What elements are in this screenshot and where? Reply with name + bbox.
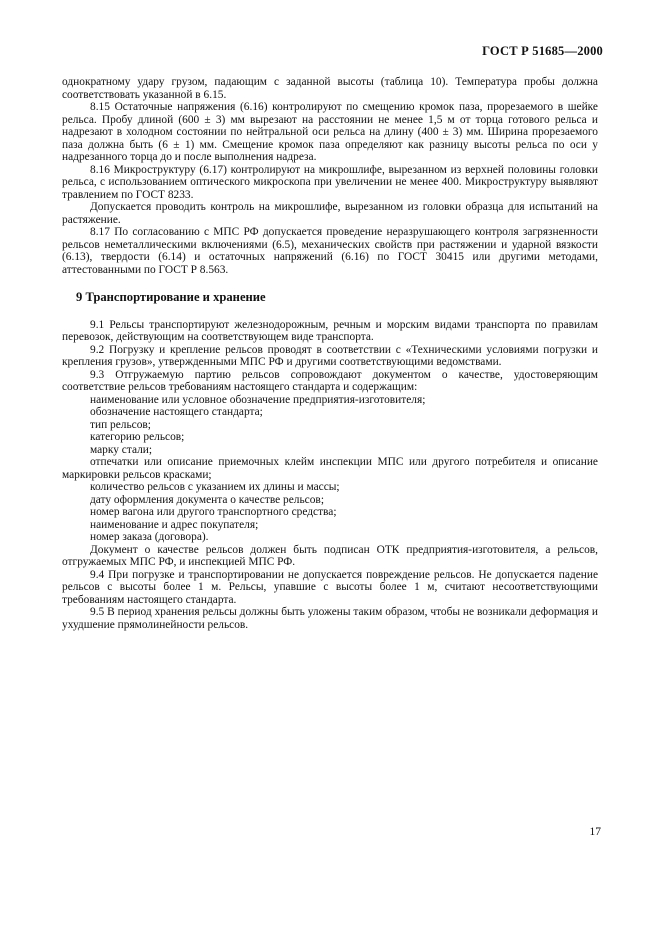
- paragraph: тип рельсов;: [90, 418, 151, 431]
- paragraph: марку стали;: [90, 443, 153, 456]
- paragraph: Документ о качестве рельсов должен быть подписан ОТК предприятия-изготовителя, а рельсов, отгружаемых МПС РФ, и инспекцией МПС РФ.: [62, 543, 598, 568]
- paragraph: отпечатки или описание приемочных клейм инспекции МПС или другого потребителя и описание маркировки рельсов красками;: [62, 456, 598, 481]
- paragraph: однократному удару грузом, падающим с заданной высоты (таблица 10). Температура пробы должна соответствовать указанной в 6.15.: [62, 76, 598, 101]
- paragraph: наименование и адрес покупателя;: [90, 518, 259, 531]
- paragraph: номер вагона или другого транспортного средства;: [90, 506, 337, 518]
- paragraph: наименование или условное обозначение предприятия-изготовителя;: [90, 393, 426, 406]
- paragraph: 9.5 В период хранения рельсы должны быть уложены таким образом, чтобы не возникали деформация и ухудшение прямолинейности рельсов.: [62, 606, 598, 631]
- paragraph: 9.3 Отгружаемую партию рельсов сопровождают документом о качестве, удостоверяющим соответствие рельсов требованиям настоящего стандарта и содержащим:: [62, 368, 598, 393]
- paragraph: обозначение настоящего стандарта;: [90, 406, 263, 418]
- paragraph: количество рельсов с указанием их длины и массы;: [90, 481, 340, 493]
- paragraph: номер заказа (договора).: [90, 531, 209, 543]
- paragraph: 9.1 Рельсы транспортируют железнодорожным, речным и морским видами транспорта по правилам перевозок, действующим на соответствующем виде транспорта.: [62, 318, 598, 343]
- paragraph: 8.16 Микроструктуру (6.17) контролируют на микрошлифе, вырезанном из верхней половины головки рельса, с использованием оптического микроскопа при увеличении не менее 400. Микроструктуру выявляют травлением по ГОСТ 8233.: [62, 163, 598, 201]
- document-body: [62, 76, 598, 631]
- page-number: 17: [589, 826, 601, 838]
- paragraph: 8.15 Остаточные напряжения (6.16) контролируют по смещению кромок паза, прорезаемого в шейке рельса. Пробу длиной (600 ± 3) мм вырезают на расстоянии не менее 1,5 м от торца готового рельса и надрезают в холодном состоянии по нейтральной оси рельса на длину (400 ± 3) мм. Ширина прорезаемого паза должна быть (6 ± 1) мм. Смещение кромок паза определяют как разницу высоты рельса по оси у надрезанного торца до и после выполнения надреза.: [62, 101, 598, 163]
- paragraph: категорию рельсов;: [90, 431, 185, 443]
- document-header: ГОСТ Р 51685—2000: [482, 44, 603, 58]
- paragraph: Допускается проводить контроль на микрошлифе, вырезанном из головки образца для испытаний на растяжение.: [62, 201, 598, 226]
- paragraph: 9.2 Погрузку и крепление рельсов проводят в соответствии с «Техническими условиями погрузки и крепления грузов», утвержденными МПС РФ и другими соответствующими ведомствами.: [62, 343, 598, 368]
- paragraph: дату оформления документа о качестве рельсов;: [90, 493, 324, 506]
- paragraph: 8.17 По согласованию с МПС РФ допускается проведение неразрушающего контроля загрязненности рельсов неметаллическими включениями (6.5), механических свойств при растяжении и ударной вязкости (6.13), твердости (6.14) и остаточных напряжений (6.16) по ГОСТ 30415 или другими методами, аттестованными по ГОСТ Р 8.563.: [62, 226, 598, 276]
- paragraph: 9.4 При погрузке и транспортировании не допускается повреждение рельсов. Не допускается падение рельсов с высоты более 1 м. Рельсы, упавшие с высоты более 1 м, считают несоответствующими требованиям настоящего стандарта.: [62, 568, 598, 606]
- section-heading: 9 Транспортирование и хранение: [76, 290, 266, 304]
